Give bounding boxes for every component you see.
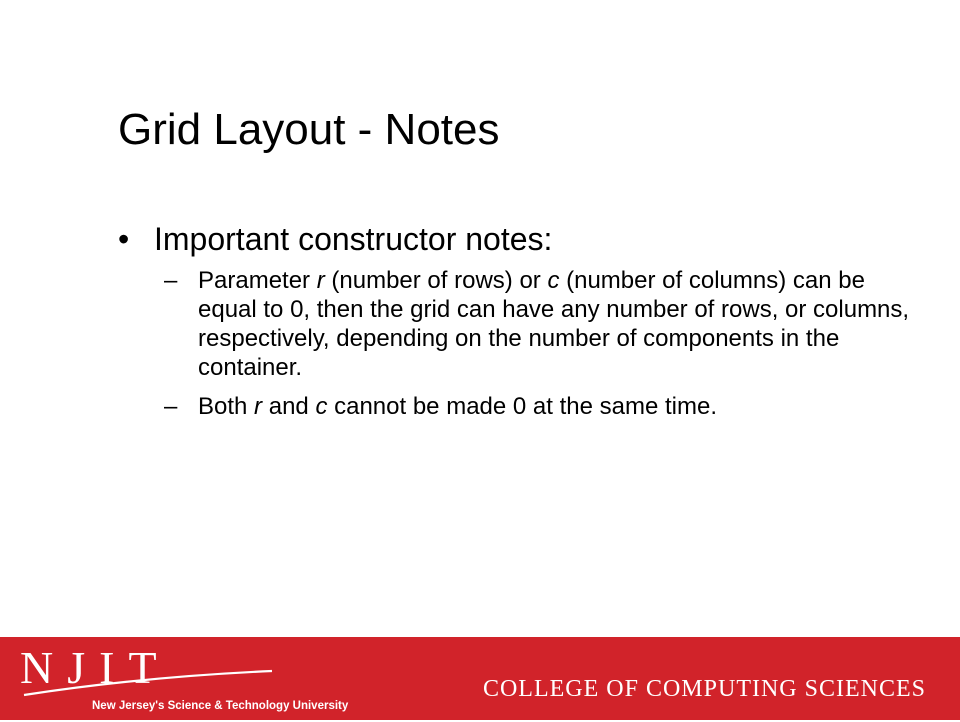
sub-bullet-text-1 [198, 266, 924, 382]
njit-logo-graphic [20, 643, 360, 717]
logo-wordmark: NJIT [20, 643, 171, 693]
text-segment: and [262, 393, 316, 420]
footer-bar [0, 637, 960, 720]
bullet-text: Important constructor notes: [154, 221, 553, 257]
bullet-glyph: • [118, 221, 130, 257]
text-segment: Both [198, 393, 255, 420]
college-name: COLLEGE OF COMPUTING SCIENCES [482, 676, 926, 702]
dash-glyph: – [164, 267, 178, 294]
text-segment: cannot be made 0 at the same time. [327, 393, 717, 420]
italic-segment: c [315, 393, 328, 420]
slide-title: Grid Layout - Notes [118, 105, 500, 154]
text-segment: Parameter [198, 267, 317, 294]
text-segment: (number of rows) or [324, 267, 548, 294]
bullet-item [118, 218, 918, 260]
italic-segment: c [547, 267, 560, 294]
italic-segment: r [254, 393, 263, 420]
sub-bullet-item-1 [164, 266, 924, 382]
njit-logo [20, 643, 360, 717]
italic-segment: r [316, 267, 325, 294]
text-segment: (number of columns) can be equal to 0, then the grid can have any number of rows, or columns, respectively, depending on the number of components in the container. [198, 267, 910, 381]
sub-bullet-list [164, 266, 924, 431]
sub-bullet-item-2 [164, 392, 924, 421]
sub-bullet-text-2 [198, 392, 924, 421]
dash-glyph: – [164, 393, 178, 420]
logo-tagline: New Jersey's Science & Technology University [92, 700, 349, 712]
